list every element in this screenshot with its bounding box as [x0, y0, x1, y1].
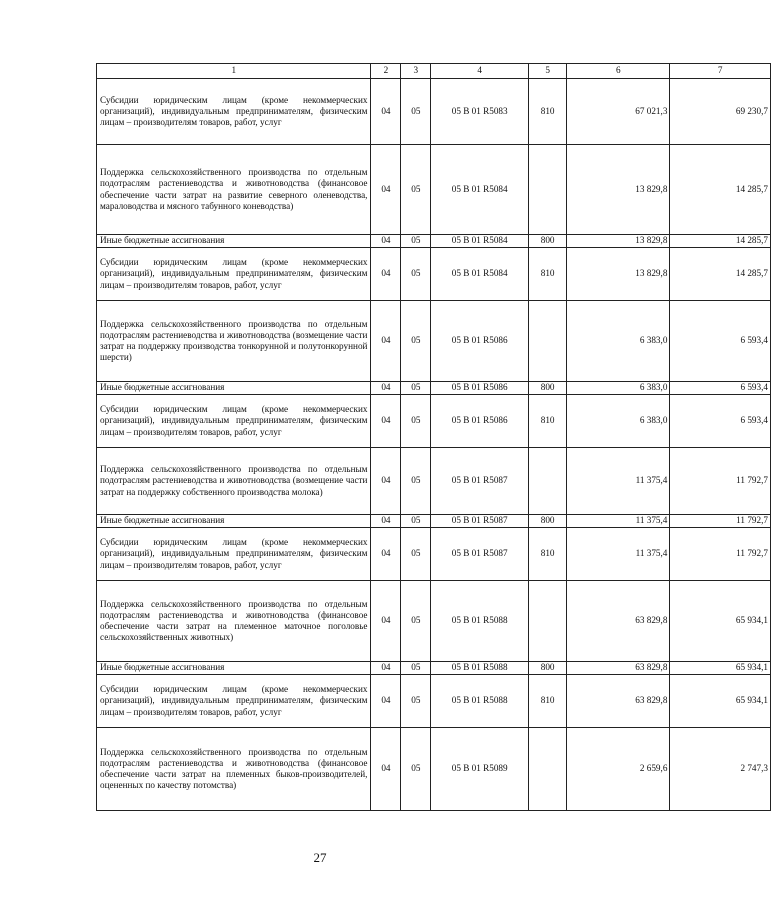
amount-year-2: 6 593,4 — [670, 382, 771, 395]
row-name: Субсидии юридическим лицам (кроме некоммерческих организаций), индивидуальным предпринимателям, физическим лицам – производителям товаров, работ, услуг — [97, 79, 371, 145]
row-name: Иные бюджетные ассигнования — [97, 235, 371, 248]
subsection-code: 05 — [401, 395, 431, 448]
table-row — [97, 235, 771, 248]
amount-year-1: 67 021,3 — [567, 79, 670, 145]
target-article-code: 05 В 01 R5086 — [431, 301, 529, 382]
row-name: Поддержка сельскохозяйственного производства по отдельным подотраслям растениеводства и животноводства (возмещение части затрат на поддержку собственного производства молока) — [97, 448, 371, 515]
subsection-code: 05 — [401, 728, 431, 811]
amount-year-1: 13 829,8 — [567, 235, 670, 248]
target-article-code: 05 В 01 R5088 — [431, 581, 529, 662]
amount-year-2: 2 747,3 — [670, 728, 771, 811]
amount-year-2: 14 285,7 — [670, 145, 771, 235]
row-name: Иные бюджетные ассигнования — [97, 382, 371, 395]
subsection-code: 05 — [401, 528, 431, 581]
table-row — [97, 528, 771, 581]
subsection-code: 05 — [401, 79, 431, 145]
amount-year-1: 63 829,8 — [567, 581, 670, 662]
amount-year-1: 11 375,4 — [567, 448, 670, 515]
section-code: 04 — [371, 662, 401, 675]
target-article-code: 05 В 01 R5086 — [431, 395, 529, 448]
subsection-code: 05 — [401, 145, 431, 235]
section-code: 04 — [371, 728, 401, 811]
table-row — [97, 301, 771, 382]
table-row — [97, 248, 771, 301]
expense-type-code: 800 — [529, 662, 567, 675]
expense-type-code: 810 — [529, 395, 567, 448]
amount-year-1: 11 375,4 — [567, 528, 670, 581]
table-row — [97, 662, 771, 675]
target-article-code: 05 В 01 R5084 — [431, 145, 529, 235]
amount-year-2: 11 792,7 — [670, 528, 771, 581]
expense-type-code — [529, 581, 567, 662]
amount-year-2: 11 792,7 — [670, 448, 771, 515]
amount-year-1: 6 383,0 — [567, 382, 670, 395]
table-row — [97, 728, 771, 811]
expense-type-code: 810 — [529, 528, 567, 581]
table-row — [97, 581, 771, 662]
table-row — [97, 79, 771, 145]
row-name: Субсидии юридическим лицам (кроме некоммерческих организаций), индивидуальным предпринимателям, физическим лицам – производителям товаров, работ, услуг — [97, 528, 371, 581]
row-name: Поддержка сельскохозяйственного производства по отдельным подотраслям растениеводства и животноводства (финансовое обеспечение части затрат на племенное маточное поголовье сельскохозяйственных животных) — [97, 581, 371, 662]
amount-year-2: 14 285,7 — [670, 235, 771, 248]
target-article-code: 05 В 01 R5086 — [431, 382, 529, 395]
target-article-code: 05 В 01 R5087 — [431, 448, 529, 515]
expense-type-code — [529, 301, 567, 382]
amount-year-1: 6 383,0 — [567, 301, 670, 382]
amount-year-2: 69 230,7 — [670, 79, 771, 145]
target-article-code: 05 В 01 R5087 — [431, 515, 529, 528]
amount-year-1: 11 375,4 — [567, 515, 670, 528]
column-header: 6 — [567, 64, 670, 79]
table-row — [97, 515, 771, 528]
row-name: Субсидии юридическим лицам (кроме некоммерческих организаций), индивидуальным предпринимателям, физическим лицам – производителям товаров, работ, услуг — [97, 248, 371, 301]
subsection-code: 05 — [401, 662, 431, 675]
table-row — [97, 448, 771, 515]
section-code: 04 — [371, 382, 401, 395]
table-row — [97, 145, 771, 235]
section-code: 04 — [371, 515, 401, 528]
target-article-code: 05 В 01 R5084 — [431, 235, 529, 248]
budget-table — [96, 63, 771, 811]
section-code: 04 — [371, 675, 401, 728]
amount-year-1: 13 829,8 — [567, 248, 670, 301]
target-article-code: 05 В 01 R5089 — [431, 728, 529, 811]
section-code: 04 — [371, 301, 401, 382]
amount-year-2: 14 285,7 — [670, 248, 771, 301]
amount-year-1: 6 383,0 — [567, 395, 670, 448]
amount-year-1: 63 829,8 — [567, 675, 670, 728]
expense-type-code: 810 — [529, 79, 567, 145]
table-body — [97, 79, 771, 811]
subsection-code: 05 — [401, 448, 431, 515]
target-article-code: 05 В 01 R5084 — [431, 248, 529, 301]
subsection-code: 05 — [401, 235, 431, 248]
column-header: 3 — [401, 64, 431, 79]
column-header: 5 — [529, 64, 567, 79]
subsection-code: 05 — [401, 515, 431, 528]
amount-year-2: 65 934,1 — [670, 662, 771, 675]
amount-year-1: 63 829,8 — [567, 662, 670, 675]
section-code: 04 — [371, 581, 401, 662]
target-article-code: 05 В 01 R5088 — [431, 662, 529, 675]
expense-type-code — [529, 145, 567, 235]
expense-type-code: 800 — [529, 382, 567, 395]
row-name: Субсидии юридическим лицам (кроме некоммерческих организаций), индивидуальным предпринимателям, физическим лицам – производителям товаров, работ, услуг — [97, 675, 371, 728]
amount-year-2: 65 934,1 — [670, 581, 771, 662]
row-name: Поддержка сельскохозяйственного производства по отдельным подотраслям растениеводства и животноводства (возмещение части затрат на поддержку производства тонкорунной и полутонкорунной шерсти) — [97, 301, 371, 382]
table-row — [97, 395, 771, 448]
section-code: 04 — [371, 235, 401, 248]
subsection-code: 05 — [401, 581, 431, 662]
page-number: 27 — [313, 850, 327, 865]
column-header: 1 — [97, 64, 371, 79]
target-article-code: 05 В 01 R5083 — [431, 79, 529, 145]
row-name: Иные бюджетные ассигнования — [97, 515, 371, 528]
amount-year-2: 6 593,4 — [670, 301, 771, 382]
section-code: 04 — [371, 145, 401, 235]
column-header: 7 — [670, 64, 771, 79]
table-header-row — [97, 64, 771, 79]
subsection-code: 05 — [401, 382, 431, 395]
row-name: Субсидии юридическим лицам (кроме некоммерческих организаций), индивидуальным предпринимателям, физическим лицам – производителям товаров, работ, услуг — [97, 395, 371, 448]
subsection-code: 05 — [401, 248, 431, 301]
section-code: 04 — [371, 395, 401, 448]
expense-type-code — [529, 728, 567, 811]
subsection-code: 05 — [401, 675, 431, 728]
amount-year-1: 13 829,8 — [567, 145, 670, 235]
row-name: Поддержка сельскохозяйственного производства по отдельным подотраслям растениеводства и животноводства (финансовое обеспечение части затрат на племенных быков-производителей, оцененных по качеству потомства) — [97, 728, 371, 811]
expense-type-code: 800 — [529, 235, 567, 248]
amount-year-2: 65 934,1 — [670, 675, 771, 728]
amount-year-1: 2 659,6 — [567, 728, 670, 811]
expense-type-code — [529, 448, 567, 515]
target-article-code: 05 В 01 R5087 — [431, 528, 529, 581]
row-name: Иные бюджетные ассигнования — [97, 662, 371, 675]
expense-type-code: 800 — [529, 515, 567, 528]
amount-year-2: 11 792,7 — [670, 515, 771, 528]
table-row — [97, 382, 771, 395]
expense-type-code: 810 — [529, 248, 567, 301]
section-code: 04 — [371, 448, 401, 515]
column-header: 4 — [431, 64, 529, 79]
table-row — [97, 675, 771, 728]
row-name: Поддержка сельскохозяйственного производства по отдельным подотраслям растениеводства и животноводства (финансовое обеспечение части затрат на развитие северного оленеводства, мараловодства и мясного табунного коневодства) — [97, 145, 371, 235]
section-code: 04 — [371, 79, 401, 145]
amount-year-2: 6 593,4 — [670, 395, 771, 448]
target-article-code: 05 В 01 R5088 — [431, 675, 529, 728]
section-code: 04 — [371, 248, 401, 301]
subsection-code: 05 — [401, 301, 431, 382]
section-code: 04 — [371, 528, 401, 581]
column-header: 2 — [371, 64, 401, 79]
expense-type-code: 810 — [529, 675, 567, 728]
